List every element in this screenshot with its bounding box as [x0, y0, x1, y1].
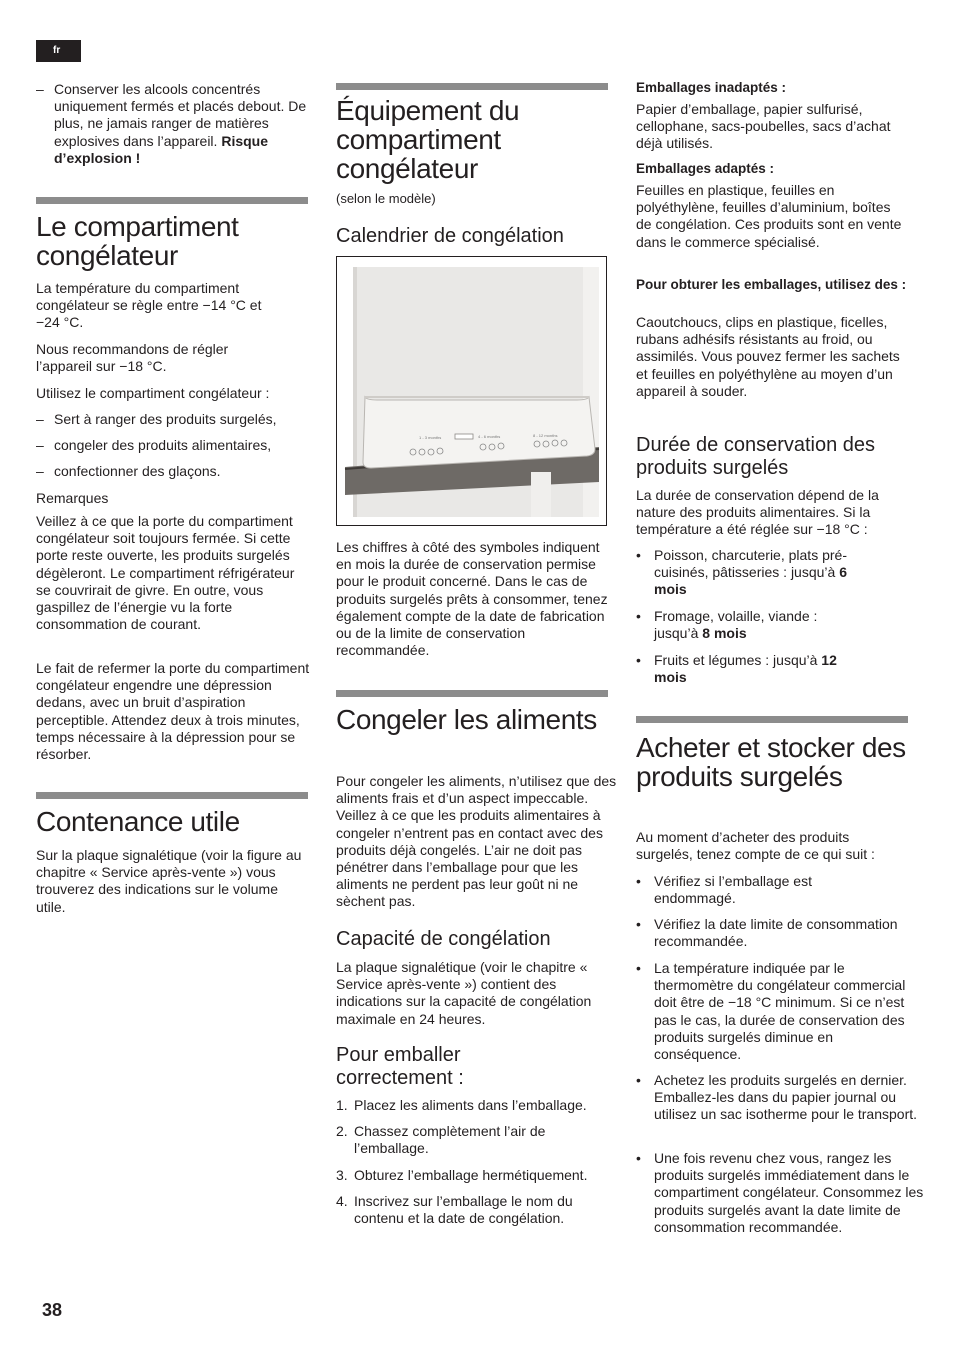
step-item: 3. Obturez l’emballage hermétiquement.: [336, 1167, 588, 1183]
paragraph: Feuilles en plastique, feuilles en polyéthylène, feuilles d’aluminium, boîtes de congélation. Ces produits sont en vente dans le commerce spécialisé.: [636, 182, 902, 250]
step-item: 2. Chassez complètement l’air de l’emballage.: [336, 1123, 546, 1157]
paragraph: Pour congeler les aliments, n’utilisez que des aliments frais et d’un aspect impeccable. Veillez à ce que les produits alimentaires à congeler n’entrent pas en contact avec des produits déjà congelés. L’air ne doit pas pénétrer dans l’emballage pour que les aliments ne perdent pas leur goût ni ne sèchent pas.: [336, 773, 617, 910]
freezer-calendar-figure: [336, 256, 607, 526]
duration-item: • Fromage, volaille, viande : jusqu’à 8 mois: [636, 608, 818, 642]
paragraph: Les chiffres à côté des symboles indiquent en mois la durée de conservation permise pour le produit concerné. Dans le cas de produits surgelés prêts à consommer, tenez également compte de la date de fabrication ou de la limite de conservation recommandée.: [336, 539, 608, 659]
figure-label: 1 - 3 months: [419, 435, 442, 440]
freezer-drawer-illustration: [337, 257, 606, 525]
tip-item: • Vérifiez la date limite de consommation recommandée.: [636, 916, 898, 950]
duration-item: • Poisson, charcuterie, plats pré-cuisinés, pâtisseries : jusqu’à 6 mois: [636, 547, 847, 598]
paragraph: Nous recommandons de régler l’appareil sur −18 °C.: [36, 341, 229, 375]
label-obturer: Pour obturer les emballages, utilisez des :: [636, 277, 907, 292]
paragraph: Papier d’emballage, papier sulfurisé, cellophane, sacs-poubelles, sacs d’achat déjà utilisés.: [636, 101, 891, 152]
heading-acheter: Acheter et stocker des produits surgelés: [636, 732, 906, 792]
section-rule: [636, 716, 908, 723]
heading-emballer: Pour emballer correctement :: [336, 1044, 464, 1089]
duration-item: • Fruits et légumes : jusqu’à 12 mois: [636, 652, 837, 686]
paragraph: Caoutchoucs, clips en plastique, ficelles, rubans adhésifs résistants au froid, ou assimilés. Vous pouvez fermer les sachets et feuilles en polyéthylène au moyen d’un appareil à souder.: [636, 314, 900, 399]
section-rule: [336, 83, 608, 90]
heading-equipement: Équipement du compartiment congélateur: [336, 95, 520, 184]
tip-item: • La température indiquée par le thermomètre du congélateur commercial doit être de −18 °C minimum. Si ce n’est pas le cas, la durée de conservation des produits surgelés diminue en conséquence.: [636, 960, 906, 1063]
list-item: – confectionner des glaçons.: [36, 463, 221, 479]
figure-label: 8 - 12 months: [533, 433, 558, 438]
heading-capacite: Capacité de congélation: [336, 928, 551, 950]
step-item: 4. Inscrivez sur l’emballage le nom du contenu et la date de congélation.: [336, 1193, 573, 1227]
label-adaptes: Emballages adaptés :: [636, 161, 775, 176]
paragraph: La température du compartiment congélateur se règle entre −14 °C et −24 °C.: [36, 280, 262, 331]
step-item: 1. Placez les aliments dans l’emballage.: [336, 1097, 587, 1113]
section-rule: [36, 792, 308, 799]
tip-item: • Une fois revenu chez vous, rangez les produits surgelés immédiatement dans le compartiment congélateur. Consommez les produits surgelés avant la date limite de consommation recommandée.: [636, 1150, 924, 1235]
heading-calendrier: Calendrier de congélation: [336, 225, 564, 247]
section-rule: [36, 197, 308, 204]
page-number: 38: [42, 1300, 63, 1320]
tip-item: • Achetez les produits surgelés en dernier. Emballez-les dans du papier journal ou utilisez un sac isotherme pour le transport.: [636, 1072, 918, 1123]
intro-bullet: – Conserver les alcools concentrés uniquement fermés et placés debout. De plus, ne jamais ranger de matières explosives dans l’appareil. Risque d’explosion !: [36, 81, 307, 166]
heading-duree: Durée de conservation des produits surgelés: [636, 434, 876, 479]
paragraph: La plaque signalétique (voir le chapitre « Service après-vente ») contient des indications sur la capacité de congélation maximale en 24 heures.: [336, 959, 592, 1027]
heading-contenance: Contenance utile: [36, 806, 240, 837]
figure-label: 4 - 6 months: [478, 434, 501, 439]
language-tab: fr: [36, 40, 81, 62]
paragraph: La durée de conservation dépend de la nature des produits alimentaires. Si la température a été réglée sur −18 °C :: [636, 487, 879, 538]
paragraph: Sur la plaque signalétique (voir la figure au chapitre « Service après-vente ») vous trouverez des indications sur le volume utile.: [36, 847, 302, 915]
heading-compartiment: Le compartiment congélateur: [36, 211, 239, 271]
model-note: (selon le modèle): [336, 191, 436, 206]
paragraph: Utilisez le compartiment congélateur :: [36, 385, 270, 401]
heading-congeler: Congeler les aliments: [336, 704, 597, 735]
paragraph: Le fait de refermer la porte du compartiment congélateur engendre une dépression dedans, avec un bruit d’aspiration perceptible. Attendez deux à trois minutes, temps nécessaire à la dépression pour se résorber.: [36, 660, 310, 763]
paragraph: Veillez à ce que la porte du compartiment congélateur soit toujours fermée. Si cette porte reste ouverte, les produits surgelés dégèleront. Le compartiment réfrigérateur se couvrirait de givre. En outre, vous gaspillez de l’énergie vu la forte consommation de courant.: [36, 513, 295, 633]
list-item: – congeler des produits alimentaires,: [36, 437, 272, 453]
section-rule: [336, 690, 608, 697]
list-item: – Sert à ranger des produits surgelés,: [36, 411, 277, 427]
tip-item: • Vérifiez si l’emballage est endommagé.: [636, 873, 812, 907]
remarques-label: Remarques: [36, 490, 109, 506]
paragraph: Au moment d’acheter des produits surgelés, tenez compte de ce qui suit :: [636, 829, 875, 863]
label-inadaptes: Emballages inadaptés :: [636, 80, 787, 95]
